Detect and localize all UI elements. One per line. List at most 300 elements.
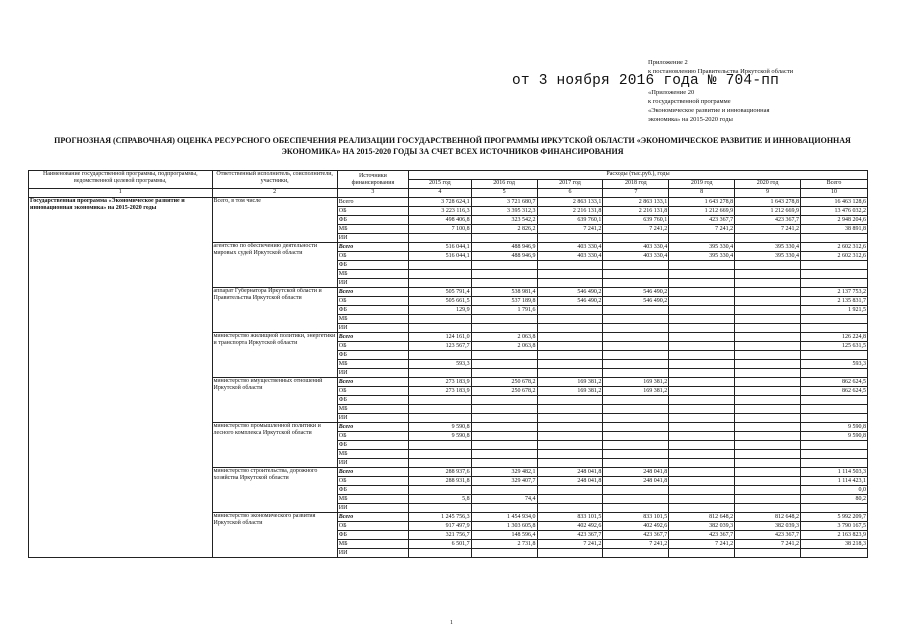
source-cell: ИИ (337, 234, 408, 243)
year-value-cell (471, 396, 537, 405)
year-value-cell (669, 432, 735, 441)
year-value-cell (603, 405, 669, 414)
source-cell: ИИ (337, 549, 408, 558)
year-value-cell: 382 039,3 (735, 522, 801, 531)
year-value-cell (603, 315, 669, 324)
year-value-cell: 395 330,4 (735, 252, 801, 261)
year-value-cell (603, 432, 669, 441)
year-value-cell: 403 330,4 (537, 243, 603, 252)
appendix-line: Приложение 2 (648, 59, 688, 66)
year-value-cell (471, 423, 537, 432)
year-value-cell (669, 234, 735, 243)
header-total: Всего (800, 180, 867, 189)
source-cell: ФБ (337, 261, 408, 270)
year-value-cell: 273 183,9 (409, 378, 472, 387)
year-value-cell (735, 468, 801, 477)
year-value-cell: 250 678,2 (471, 387, 537, 396)
source-cell: МБ (337, 315, 408, 324)
total-value-cell (800, 279, 867, 288)
total-value-cell: 2 137 753,2 (800, 288, 867, 297)
year-value-cell (409, 270, 472, 279)
appendix-line: экономика» на 2015-2020 годы (648, 116, 733, 123)
year-value-cell: 2 826,2 (471, 225, 537, 234)
source-cell: МБ (337, 225, 408, 234)
source-cell: ФБ (337, 306, 408, 315)
year-value-cell: 395 330,4 (669, 252, 735, 261)
total-value-cell: 38 218,3 (800, 540, 867, 549)
year-value-cell: 402 492,6 (537, 522, 603, 531)
year-value-cell (603, 270, 669, 279)
year-value-cell (603, 414, 669, 423)
year-value-cell (669, 423, 735, 432)
year-value-cell: 505 791,4 (409, 288, 472, 297)
year-value-cell (735, 360, 801, 369)
total-value-cell (800, 324, 867, 333)
year-value-cell (603, 360, 669, 369)
source-cell: ОБ (337, 432, 408, 441)
year-value-cell (471, 504, 537, 513)
year-value-cell: 538 981,4 (471, 288, 537, 297)
header-expenses: Расходы (тыс.руб.), годы (409, 171, 868, 180)
year-value-cell: 248 041,8 (603, 468, 669, 477)
year-value-cell (409, 441, 472, 450)
year-value-cell (735, 477, 801, 486)
year-value-cell: 1 212 669,9 (735, 207, 801, 216)
year-value-cell: 248 041,8 (603, 477, 669, 486)
header-year: 2016 год (471, 180, 537, 189)
year-value-cell (669, 324, 735, 333)
total-value-cell: 9 590,8 (800, 432, 867, 441)
year-value-cell (735, 324, 801, 333)
year-value-cell (537, 306, 603, 315)
year-value-cell: 516 044,1 (409, 252, 472, 261)
year-value-cell (669, 396, 735, 405)
year-value-cell (669, 549, 735, 558)
total-value-cell (800, 369, 867, 378)
year-value-cell: 7 241,2 (669, 540, 735, 549)
year-value-cell (471, 360, 537, 369)
executor-cell: министерство промышленной политики и лесного комплекса Иркутской области (212, 423, 337, 468)
year-value-cell (409, 324, 472, 333)
year-value-cell (471, 234, 537, 243)
year-value-cell (409, 315, 472, 324)
year-value-cell (537, 270, 603, 279)
year-value-cell (669, 486, 735, 495)
year-value-cell: 423 367,7 (537, 531, 603, 540)
year-value-cell: 1 791,6 (471, 306, 537, 315)
total-value-cell: 862 624,5 (800, 387, 867, 396)
year-value-cell (735, 270, 801, 279)
year-value-cell (735, 459, 801, 468)
year-value-cell (471, 315, 537, 324)
column-number: 1 (29, 189, 213, 198)
year-value-cell: 2 216 131,8 (537, 207, 603, 216)
year-value-cell (669, 279, 735, 288)
year-value-cell (669, 414, 735, 423)
year-value-cell: 7 241,2 (603, 225, 669, 234)
year-value-cell: 516 044,1 (409, 243, 472, 252)
year-value-cell (735, 495, 801, 504)
total-value-cell: 862 624,5 (800, 378, 867, 387)
year-value-cell (471, 549, 537, 558)
page-number: 1 (450, 620, 453, 626)
year-value-cell (735, 333, 801, 342)
year-value-cell (669, 387, 735, 396)
header-year: 2017 год (537, 180, 603, 189)
year-value-cell: 169 381,2 (537, 387, 603, 396)
year-value-cell (669, 315, 735, 324)
executor-cell: министерство экономического развития Иркутской области (212, 513, 337, 558)
year-value-cell: 423 367,7 (669, 531, 735, 540)
year-value-cell: 423 367,7 (735, 531, 801, 540)
year-value-cell: 323 542,2 (471, 216, 537, 225)
year-value-cell: 3 728 624,1 (409, 198, 472, 207)
total-value-cell: 0,0 (800, 486, 867, 495)
year-value-cell (669, 288, 735, 297)
year-value-cell (735, 261, 801, 270)
year-value-cell (735, 441, 801, 450)
executor-cell: агентство по обеспечению деятельности мировых судей Иркутской области (212, 243, 337, 288)
year-value-cell: 1 212 669,9 (669, 207, 735, 216)
year-value-cell: 124 161,0 (409, 333, 472, 342)
year-value-cell (471, 369, 537, 378)
year-value-cell (537, 351, 603, 360)
year-value-cell (669, 450, 735, 459)
source-cell: ФБ (337, 441, 408, 450)
year-value-cell (603, 396, 669, 405)
year-value-cell (537, 432, 603, 441)
year-value-cell: 321 756,7 (409, 531, 472, 540)
year-value-cell: 5,8 (409, 495, 472, 504)
year-value-cell: 2 063,8 (471, 342, 537, 351)
year-value-cell: 9 590,8 (409, 432, 472, 441)
year-value-cell (735, 315, 801, 324)
year-value-cell (471, 405, 537, 414)
year-value-cell: 403 330,4 (603, 243, 669, 252)
source-cell: ИИ (337, 324, 408, 333)
total-value-cell (800, 441, 867, 450)
source-cell: МБ (337, 270, 408, 279)
source-cell: ИИ (337, 504, 408, 513)
year-value-cell: 169 381,2 (603, 378, 669, 387)
year-value-cell (735, 549, 801, 558)
total-value-cell: 126 224,8 (800, 333, 867, 342)
year-value-cell (735, 405, 801, 414)
total-value-cell: 2 163 823,9 (800, 531, 867, 540)
year-value-cell (735, 306, 801, 315)
year-value-cell (603, 486, 669, 495)
column-number: 7 (603, 189, 669, 198)
year-value-cell (603, 306, 669, 315)
total-value-cell (800, 234, 867, 243)
column-number: 2 (212, 189, 337, 198)
source-cell: ОБ (337, 477, 408, 486)
year-value-cell (537, 441, 603, 450)
year-value-cell (735, 432, 801, 441)
appendix-line: к государственной программе (648, 98, 731, 105)
year-value-cell: 546 490,2 (603, 297, 669, 306)
column-number: 8 (669, 189, 735, 198)
source-cell: ОБ (337, 387, 408, 396)
total-value-cell (800, 270, 867, 279)
year-value-cell (735, 234, 801, 243)
total-value-cell (800, 405, 867, 414)
year-value-cell (603, 342, 669, 351)
total-value-cell: 16 463 128,6 (800, 198, 867, 207)
year-value-cell (735, 378, 801, 387)
year-value-cell (669, 495, 735, 504)
source-cell: ФБ (337, 531, 408, 540)
year-value-cell (669, 351, 735, 360)
year-value-cell: 74,4 (471, 495, 537, 504)
total-value-cell (800, 396, 867, 405)
year-value-cell (603, 261, 669, 270)
total-value-cell (800, 504, 867, 513)
year-value-cell: 395 330,4 (735, 243, 801, 252)
year-value-cell: 7 241,2 (603, 540, 669, 549)
year-value-cell: 7 241,2 (537, 540, 603, 549)
year-value-cell (603, 279, 669, 288)
year-value-cell (537, 414, 603, 423)
source-cell: ОБ (337, 342, 408, 351)
year-value-cell (669, 261, 735, 270)
year-value-cell (603, 324, 669, 333)
year-value-cell: 1 643 278,8 (735, 198, 801, 207)
total-value-cell (800, 414, 867, 423)
year-value-cell: 639 760,1 (603, 216, 669, 225)
year-value-cell (735, 504, 801, 513)
source-cell: Всего (337, 198, 408, 207)
year-value-cell (603, 234, 669, 243)
source-cell: ФБ (337, 396, 408, 405)
year-value-cell (735, 414, 801, 423)
year-value-cell (537, 234, 603, 243)
resource-table (28, 170, 868, 558)
year-value-cell: 169 381,2 (603, 387, 669, 396)
year-value-cell (409, 486, 472, 495)
year-value-cell: 2 731,8 (471, 540, 537, 549)
column-number: 5 (471, 189, 537, 198)
year-value-cell: 833 101,5 (603, 513, 669, 522)
total-value-cell: 2 602 312,6 (800, 252, 867, 261)
year-value-cell (669, 342, 735, 351)
year-value-cell (735, 396, 801, 405)
total-value-cell (800, 315, 867, 324)
year-value-cell: 123 567,7 (409, 342, 472, 351)
year-value-cell (603, 369, 669, 378)
year-value-cell (537, 315, 603, 324)
year-value-cell: 1 454 934,0 (471, 513, 537, 522)
source-cell: ОБ (337, 207, 408, 216)
source-cell: ФБ (337, 351, 408, 360)
source-cell: Всего (337, 378, 408, 387)
year-value-cell: 812 648,2 (669, 513, 735, 522)
year-value-cell (409, 414, 472, 423)
executor-cell: Всего, в том числе (212, 198, 337, 243)
year-value-cell (537, 495, 603, 504)
year-value-cell (471, 351, 537, 360)
year-value-cell (471, 450, 537, 459)
total-value-cell: 38 891,8 (800, 225, 867, 234)
header-program: Наименование государственной программы, подпрограммы, ведомственной целевой программы, (29, 171, 213, 189)
year-value-cell (603, 459, 669, 468)
executor-cell: министерство жилищной политики, энергетики и транспорта Иркутской области (212, 333, 337, 378)
executor-cell: министерство строительства, дорожного хозяйства Иркутской области (212, 468, 337, 513)
year-value-cell (471, 441, 537, 450)
year-value-cell: 1 245 756,3 (409, 513, 472, 522)
source-cell: Всего (337, 288, 408, 297)
header-year: 2018 год (603, 180, 669, 189)
year-value-cell (409, 351, 472, 360)
year-value-cell (409, 459, 472, 468)
year-value-cell: 169 381,2 (537, 378, 603, 387)
column-number: 4 (409, 189, 472, 198)
year-value-cell (537, 423, 603, 432)
resolution-date-stamp: от 3 ноября 2016 года № 704-пп (512, 73, 780, 89)
header-year: 2020 год (735, 180, 801, 189)
year-value-cell (537, 261, 603, 270)
total-value-cell (800, 549, 867, 558)
year-value-cell (471, 261, 537, 270)
year-value-cell: 1 303 605,8 (471, 522, 537, 531)
source-cell: ИИ (337, 369, 408, 378)
year-value-cell (409, 396, 472, 405)
year-value-cell (669, 441, 735, 450)
column-number: 6 (537, 189, 603, 198)
program-name-cell: Государственная программа «Экономическое развитие и инновационная экономика» на 2015-2020 годы (29, 198, 213, 558)
table-row (29, 198, 868, 207)
year-value-cell: 248 041,8 (537, 477, 603, 486)
source-cell: МБ (337, 405, 408, 414)
year-value-cell (735, 369, 801, 378)
year-value-cell: 7 100,8 (409, 225, 472, 234)
year-value-cell (669, 297, 735, 306)
year-value-cell (409, 504, 472, 513)
year-value-cell: 6 501,7 (409, 540, 472, 549)
year-value-cell: 288 931,8 (409, 477, 472, 486)
year-value-cell (537, 324, 603, 333)
column-number-row (29, 189, 868, 198)
year-value-cell: 639 760,1 (537, 216, 603, 225)
source-cell: Всего (337, 423, 408, 432)
source-cell: ФБ (337, 486, 408, 495)
year-value-cell (669, 459, 735, 468)
source-cell: ОБ (337, 252, 408, 261)
column-number: 3 (337, 189, 408, 198)
year-value-cell (669, 333, 735, 342)
total-value-cell: 1 114 503,3 (800, 468, 867, 477)
year-value-cell (471, 414, 537, 423)
year-value-cell: 148 596,4 (471, 531, 537, 540)
year-value-cell (735, 486, 801, 495)
header-source: Источники финансирования (337, 171, 408, 189)
year-value-cell (537, 369, 603, 378)
year-value-cell (603, 549, 669, 558)
year-value-cell (409, 405, 472, 414)
year-value-cell (603, 351, 669, 360)
year-value-cell (735, 351, 801, 360)
year-value-cell: 537 189,8 (471, 297, 537, 306)
year-value-cell (537, 396, 603, 405)
appendix-20-header (648, 88, 838, 124)
appendix-line: к постановлению Правительства Иркутской области (648, 68, 794, 75)
year-value-cell (735, 279, 801, 288)
year-value-cell (669, 306, 735, 315)
year-value-cell: 9 590,8 (409, 423, 472, 432)
year-value-cell (735, 288, 801, 297)
year-value-cell (735, 450, 801, 459)
year-value-cell: 382 039,3 (669, 522, 735, 531)
year-value-cell: 7 241,2 (669, 225, 735, 234)
year-value-cell: 2 216 131,8 (603, 207, 669, 216)
year-value-cell: 2 863 133,1 (537, 198, 603, 207)
year-value-cell (537, 405, 603, 414)
year-value-cell: 546 490,2 (603, 288, 669, 297)
year-value-cell (537, 360, 603, 369)
source-cell: МБ (337, 540, 408, 549)
year-value-cell (537, 549, 603, 558)
total-value-cell (800, 450, 867, 459)
year-value-cell (669, 360, 735, 369)
year-value-cell (537, 333, 603, 342)
total-value-cell: 2 135 831,7 (800, 297, 867, 306)
source-cell: ИИ (337, 459, 408, 468)
year-value-cell: 7 241,2 (735, 540, 801, 549)
year-value-cell: 488 946,9 (471, 243, 537, 252)
year-value-cell: 3 721 680,7 (471, 198, 537, 207)
total-value-cell: 3 790 167,5 (800, 522, 867, 531)
total-value-cell: 1 921,5 (800, 306, 867, 315)
year-value-cell: 3 395 312,3 (471, 207, 537, 216)
year-value-cell (537, 342, 603, 351)
source-cell: Всего (337, 513, 408, 522)
year-value-cell: 395 330,4 (669, 243, 735, 252)
year-value-cell (537, 450, 603, 459)
table-body (29, 198, 868, 558)
source-cell: ИИ (337, 414, 408, 423)
year-value-cell (735, 342, 801, 351)
year-value-cell (603, 441, 669, 450)
year-value-cell: 423 367,7 (603, 531, 669, 540)
year-value-cell (471, 279, 537, 288)
year-value-cell: 248 041,8 (537, 468, 603, 477)
total-value-cell: 13 476 032,2 (800, 207, 867, 216)
total-value-cell: 2 602 312,6 (800, 243, 867, 252)
year-value-cell: 403 330,4 (603, 252, 669, 261)
year-value-cell (603, 504, 669, 513)
source-cell: МБ (337, 450, 408, 459)
year-value-cell: 505 661,5 (409, 297, 472, 306)
header-year: 2015 год (409, 180, 472, 189)
total-value-cell: 593,3 (800, 360, 867, 369)
total-value-cell (800, 351, 867, 360)
year-value-cell: 129,9 (409, 306, 472, 315)
header-executor: Ответственный исполнитель, соисполнители, участники, (212, 171, 337, 189)
appendix-line: «Приложение 20 (648, 89, 695, 96)
year-value-cell: 1 643 278,8 (669, 198, 735, 207)
total-value-cell: 5 992 209,7 (800, 513, 867, 522)
year-value-cell: 329 482,1 (471, 468, 537, 477)
year-value-cell (735, 297, 801, 306)
column-number: 9 (735, 189, 801, 198)
year-value-cell: 3 223 116,3 (409, 207, 472, 216)
year-value-cell: 288 937,6 (409, 468, 472, 477)
source-cell: Всего (337, 243, 408, 252)
year-value-cell (603, 333, 669, 342)
source-cell: ОБ (337, 522, 408, 531)
year-value-cell: 423 367,7 (735, 216, 801, 225)
year-value-cell (669, 468, 735, 477)
